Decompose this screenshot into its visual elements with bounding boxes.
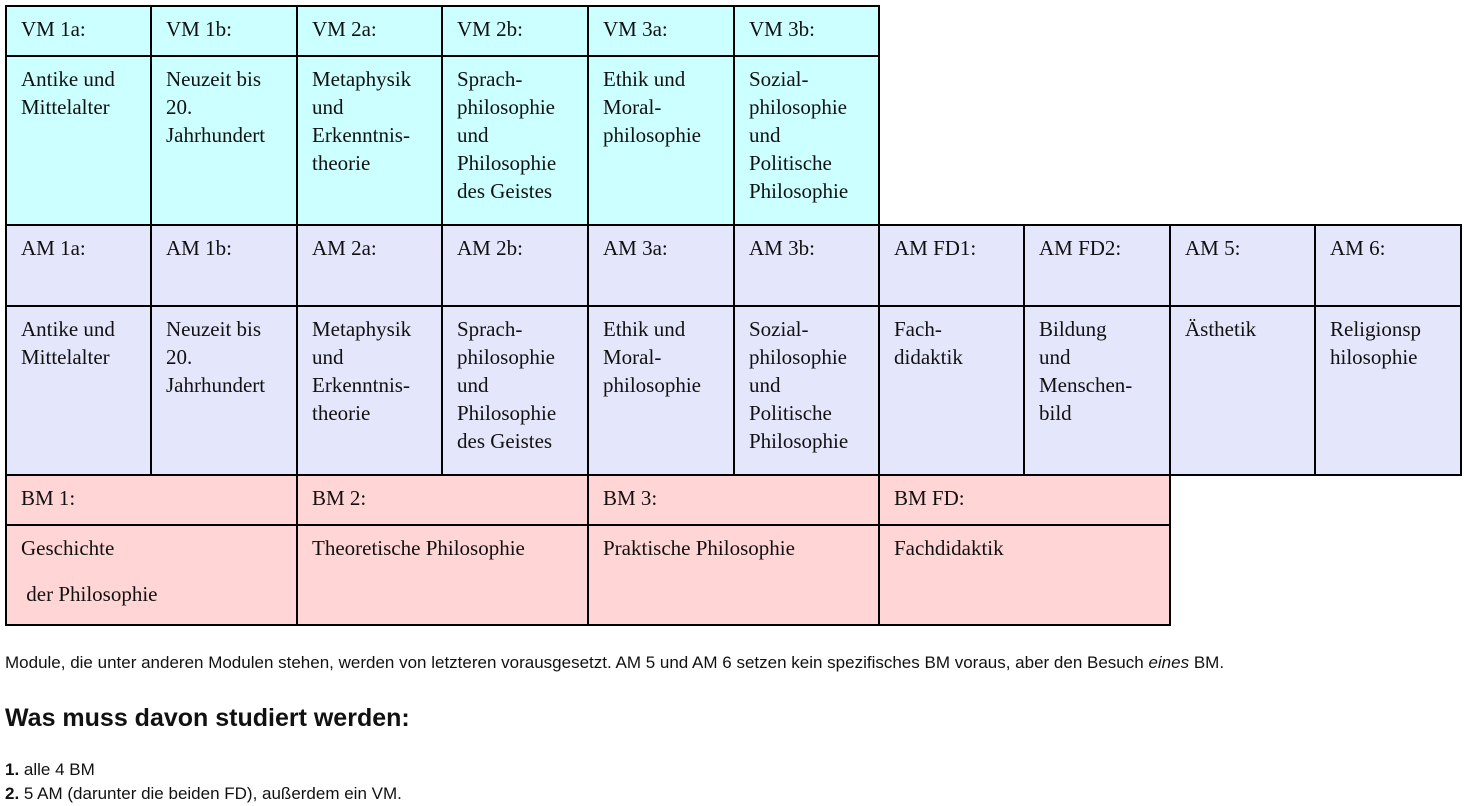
am-module-code: AM 2b: <box>441 224 589 307</box>
am-module-title: Bildung und Menschen- bild <box>1023 305 1171 476</box>
prerequisite-note <box>5 652 1224 674</box>
note-text: Module, die unter anderen Modulen stehen, werden von letzteren vorausgesetzt. AM 5 und AM 6 setzen kein spezifisches BM voraus, aber den Besuch <box>5 653 1149 672</box>
am-module-title: Metaphysik und Erkenntnis- theorie <box>296 305 443 476</box>
am-module-title: Ästhetik <box>1169 305 1316 476</box>
vm-module-title: Sozial- philosophie und Politische Philosophie <box>733 55 880 226</box>
vm-module-code: VM 2a: <box>296 5 443 57</box>
note-text-end: BM. <box>1189 653 1225 672</box>
requirement-item: 1. alle 4 BM <box>5 760 95 779</box>
bm-module-title: Geschichte der Philosophie <box>5 524 298 626</box>
vm-module-code: VM 3b: <box>733 5 880 57</box>
bm-module-code: BM 3: <box>587 474 880 526</box>
vm-module-code: VM 2b: <box>441 5 589 57</box>
vm-module-code: VM 1b: <box>150 5 298 57</box>
bm-module-title: Theoretische Philosophie <box>296 524 589 626</box>
am-module-title: Fach- didaktik <box>878 305 1025 476</box>
bm-module-code: BM 2: <box>296 474 589 526</box>
vm-module-title: Neuzeit bis 20. Jahrhundert <box>150 55 298 226</box>
am-module-code: AM 1b: <box>150 224 298 307</box>
am-module-title: Sozial- philosophie und Politische Philosophie <box>733 305 880 476</box>
vm-module-code: VM 1a: <box>5 5 152 57</box>
bm-module-code: BM FD: <box>878 474 1171 526</box>
bm-module-code: BM 1: <box>5 474 298 526</box>
am-module-title: Antike und Mittelalter <box>5 305 152 476</box>
requirement-item: 2. 5 AM (darunter die beiden FD), außerdem ein VM. <box>5 784 402 803</box>
am-module-title: Sprach- philosophie und Philosophie des Geistes <box>441 305 589 476</box>
am-module-title: Neuzeit bis 20. Jahrhundert <box>150 305 298 476</box>
am-module-code: AM 3b: <box>733 224 880 307</box>
am-module-code: AM 2a: <box>296 224 443 307</box>
bm-module-title: Praktische Philosophie <box>587 524 880 626</box>
vm-module-title: Sprach- philosophie und Philosophie des Geistes <box>441 55 589 226</box>
section-heading: Was muss davon studiert werden: <box>5 704 410 732</box>
vm-module-title: Metaphysik und Erkenntnis- theorie <box>296 55 443 226</box>
vm-module-title: Ethik und Moral- philosophie <box>587 55 735 226</box>
vm-module-code: VM 3a: <box>587 5 735 57</box>
am-module-code: AM FD1: <box>878 224 1025 307</box>
am-module-title: Ethik und Moral- philosophie <box>587 305 735 476</box>
bm-module-title: Fachdidaktik <box>878 524 1171 626</box>
am-module-code: AM 6: <box>1314 224 1462 307</box>
note-emphasis: eines <box>1148 653 1190 672</box>
am-module-code: AM 5: <box>1169 224 1316 307</box>
am-module-code: AM 1a: <box>5 224 152 307</box>
am-module-code: AM FD2: <box>1023 224 1171 307</box>
vm-module-title: Antike und Mittelalter <box>5 55 152 226</box>
am-module-code: AM 3a: <box>587 224 735 307</box>
am-module-title: Religionsp hilosophie <box>1314 305 1462 476</box>
